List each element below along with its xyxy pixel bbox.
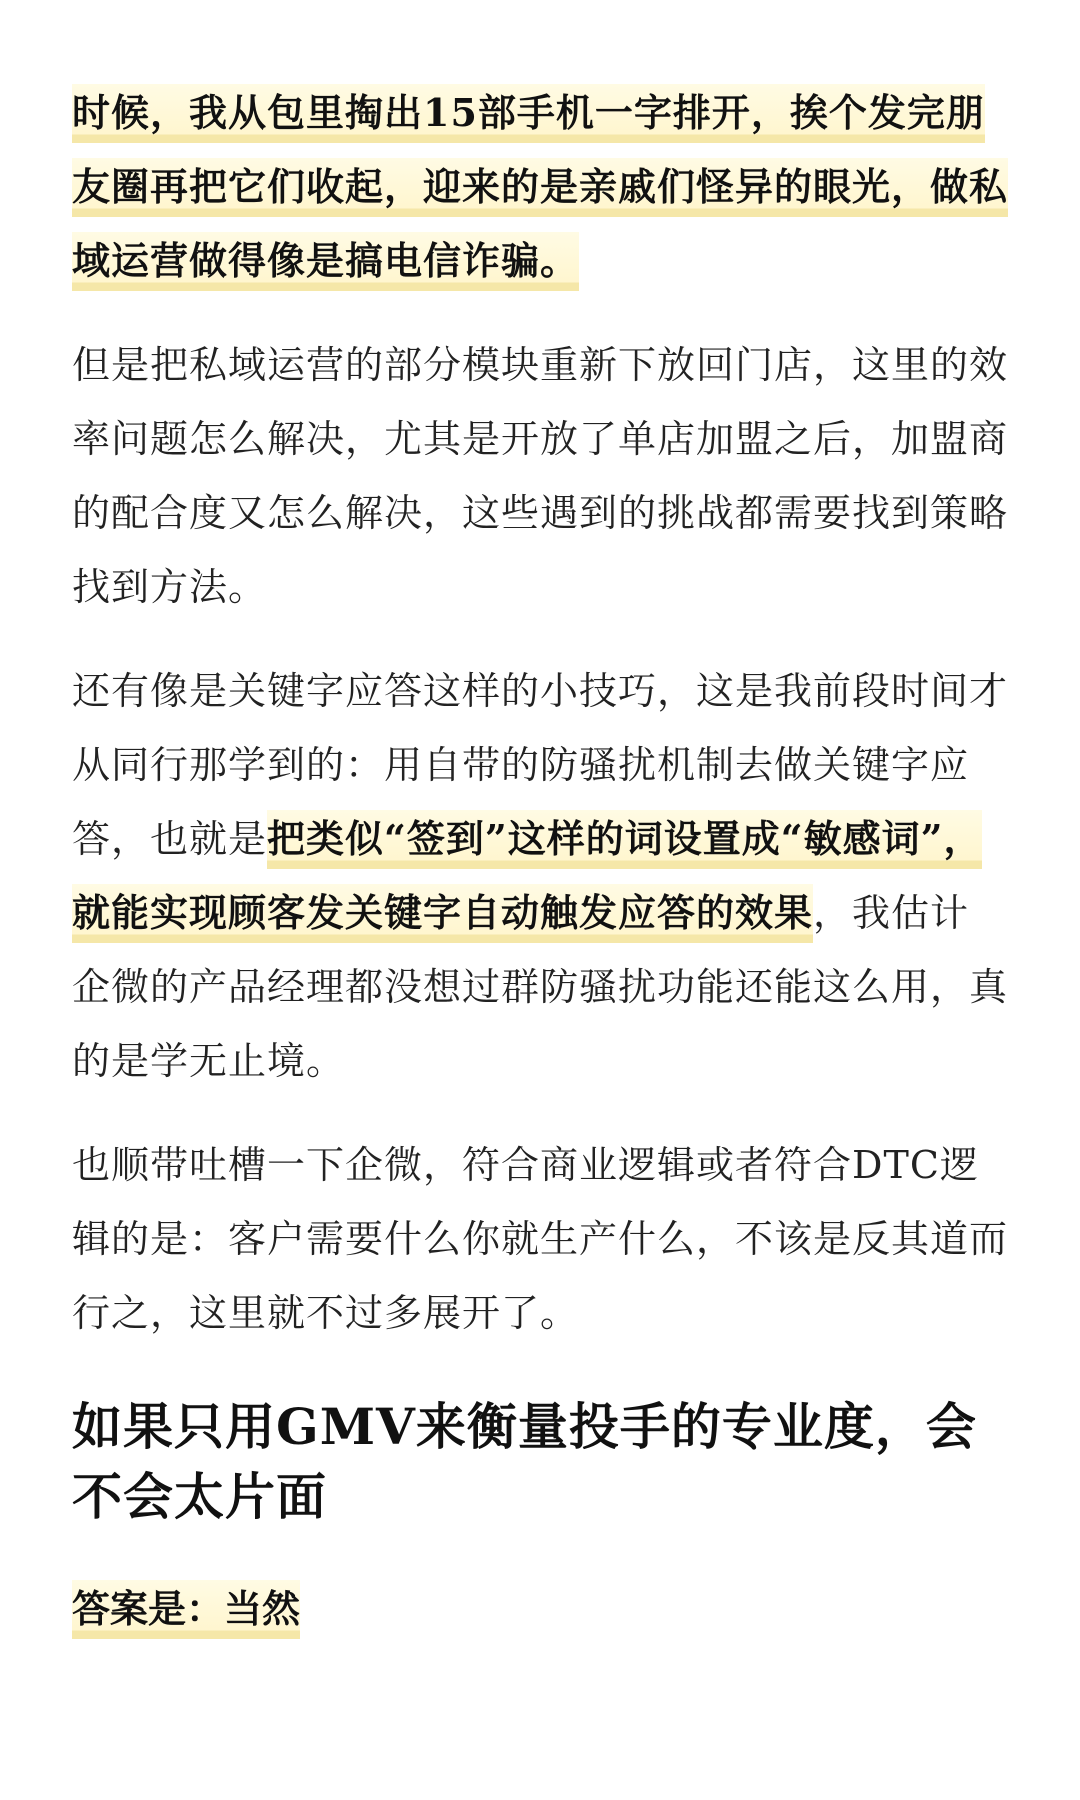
paragraph-3-after: ，我估计企微的产品经理都没想过群防骚扰功能还能这么用，真的是学无止境。: [72, 891, 1009, 1083]
paragraph-4: 也顺带吐槽一下企微，符合商业逻辑或者符合DTC逻辑的是：客户需要什么你就生产什么，不该是反其道而行之，这里就不过多展开了。: [72, 1143, 1009, 1335]
answer-highlight: 答案是：当然: [72, 1580, 300, 1639]
paragraph-2: 但是把私域运营的部分模块重新下放回门店，这里的效率问题怎么解决，尤其是开放了单店加盟之后，加盟商的配合度又怎么解决，这些遇到的挑战都需要找到策略找到方法。: [72, 343, 1009, 609]
paragraph-1: [72, 76, 1008, 298]
highlight-text: 把类似“签到”这样的词设置成“敏感词”，就能实现顾客发关键字自动触发应答的效果: [72, 810, 982, 943]
paragraph-3: [72, 654, 1008, 1098]
paragraph-3-before: 还有像是关键字应答这样的小技巧，这是我前段时间才从同行那学到的：用自带的防骚扰机制去做关键字应答，也就是: [72, 669, 1009, 861]
section-heading: 如果只用GMV来衡量投手的专业度，会不会太片面: [72, 1397, 977, 1526]
answer-paragraph: [72, 1572, 1008, 1646]
highlight-text: 时候，我从包里掏出15部手机一字排开，挨个发完朋友圈再把它们收起，迎来的是亲戚们怪异的眼光，做私域运营做得像是搞电信诈骗。: [72, 84, 1008, 291]
